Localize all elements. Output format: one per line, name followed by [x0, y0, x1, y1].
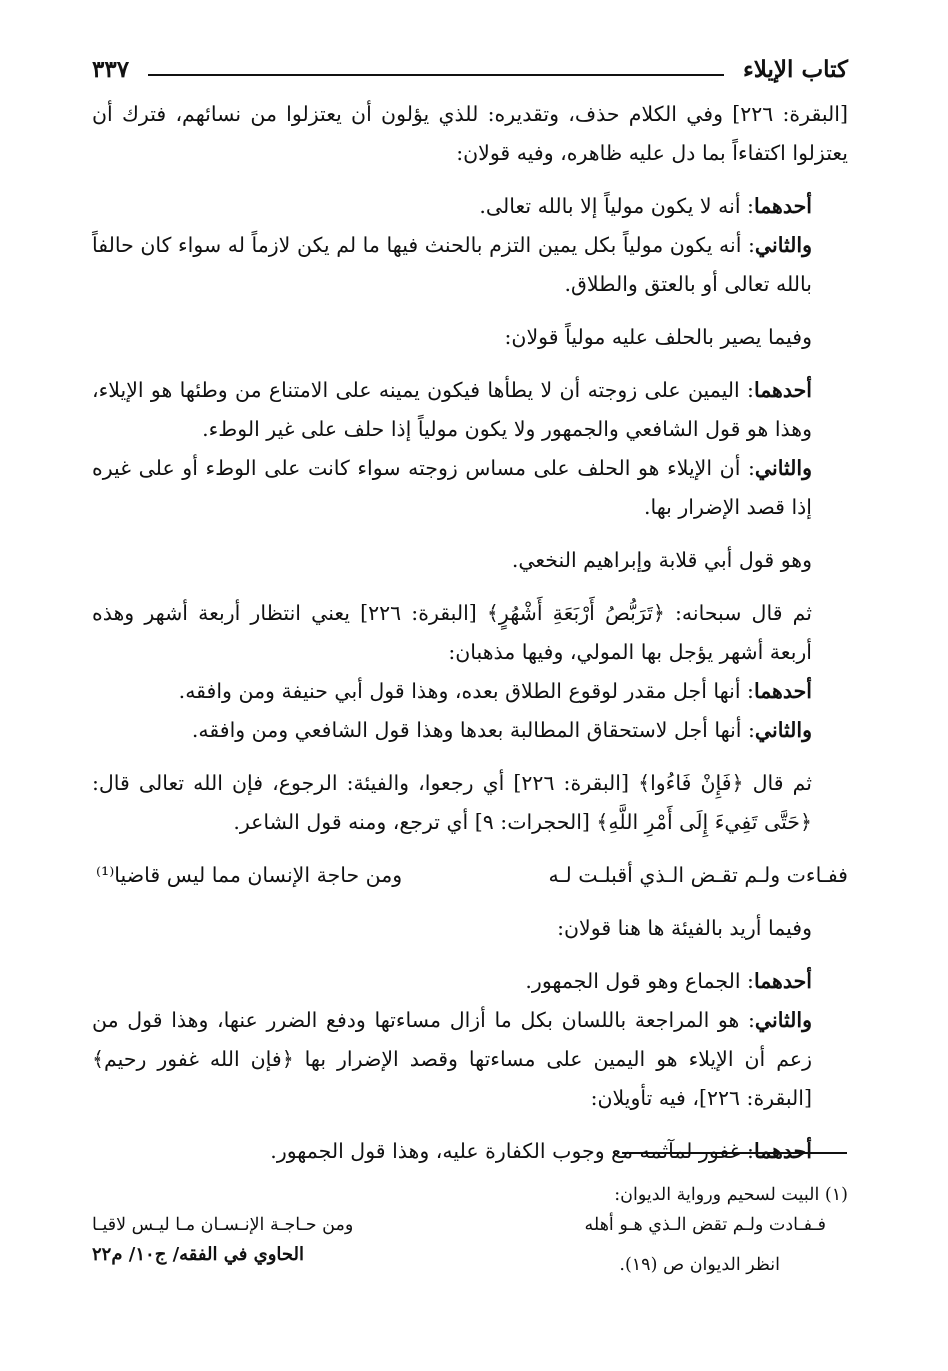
paragraph-label: أحدهما [753, 194, 812, 218]
paragraph [92, 764, 848, 842]
paragraph-text: [البقرة: ٢٢٦] وفي الكلام حذف، وتقديره: للذي يؤلون أن يعتزلوا من نسائهم، فترك أن يعتزلوا اكتفاءاً بما دل عليه ظاهره، وفيه قولان: [92, 102, 848, 165]
paragraph-label: أحدهما [753, 969, 812, 993]
paragraph-text: : أن الإيلاء هو الحلف على مساس زوجته سواء كانت على الوطء أو على غيره إذا قصد الإضرار بها. [92, 456, 812, 519]
paragraph [92, 541, 848, 580]
footnote-bottom [92, 1246, 848, 1286]
footnote-rule [622, 1152, 847, 1154]
paragraph-text: : اليمين على زوجته أن لا يطأها فيكون يمينه على الامتناع من وطئها هو الإيلاء، وهذا هو قول الشافعي والجمهور ولا يكون مولياً إذا حلف على غير الوطء. [92, 378, 812, 441]
paragraph-text: وفيما يصير بالحلف عليه مولياً قولان: [504, 325, 812, 349]
verse-line [92, 856, 848, 895]
paragraph-label: أحدهما [753, 679, 812, 703]
main-text [92, 95, 848, 1171]
verse-second-hemistich: ومن حاجة الإنسان مما ليس قاضيا⁽¹⁾ [96, 863, 403, 887]
page-number: ٣٣٧ [92, 56, 130, 83]
chapter-title: كتاب الإيلاء [742, 56, 848, 83]
paragraph [92, 449, 848, 527]
paragraph [92, 594, 848, 672]
paragraph-text: : هو المراجعة باللسان بكل ما أزال مساءتها ودفع الضرر عنها، وهذا قول من زعم أن الإيلاء هو اليمين على مساءتها وقصد الإضرار بها ﴿فإن الله غفور رحيم﴾ [البقرة: ٢٢٦]، فيه تأويلان: [92, 1008, 812, 1110]
paragraph-text: ثم قال ﴿فَإِنْ فَاءُوا﴾ [البقرة: ٢٢٦] أي رجعوا، والفيئة: الرجوع، فإن الله تعالى قال: ﴿حَتَّى تَفِيءَ إِلَى أَمْرِ اللَّهِ﴾ [الحجرات: ٩] أي ترجع، ومنه قول الشاعر. [92, 771, 813, 834]
verse-first-hemistich: ففـاءت ولـم تقـض الـذي أقبلـت لـه [548, 863, 848, 887]
running-header [92, 52, 848, 92]
paragraph-label: أحدهما [753, 1139, 812, 1163]
footnotes [92, 1180, 848, 1286]
header-rule [148, 74, 724, 76]
paragraph [92, 962, 848, 1001]
footnote-reference: انظر الديوان ص (١٩). [619, 1255, 780, 1275]
paragraph [92, 371, 848, 449]
paragraph-text: : غفور لمآثمه مع وجوب الكفارة عليه، وهذا قول الجمهور. [270, 1139, 754, 1163]
paragraph [92, 226, 848, 304]
paragraph [92, 318, 848, 357]
paragraph [92, 95, 848, 173]
paragraph [92, 909, 848, 948]
paragraph-text: وفيما أريد بالفيئة ها هنا قولان: [557, 916, 812, 940]
paragraph-label: والثاني [754, 718, 812, 742]
paragraph-text: : أنه لا يكون مولياً إلا بالله تعالى. [479, 194, 754, 218]
paragraph-label: أحدهما [753, 378, 812, 402]
paragraph [92, 672, 848, 711]
paragraph-text: وهو قول أبي قلابة وإبراهيم النخعي. [511, 548, 812, 572]
print-signature: الحاوي في الفقه/ ج١٠/ م٢٢ [92, 1244, 305, 1265]
footnote-verse [92, 1210, 848, 1240]
footnote-line: (١) البيت لسحيم ورواية الديوان: [614, 1185, 848, 1205]
footnote-verse-second-hemistich: ومن حـاجـة الإنـسـان مـا ليـس لاقيـا [92, 1215, 354, 1235]
paragraph-text: : أنها أجل مقدر لوقوع الطلاق بعده، وهذا قول أبي حنيفة ومن وافقه. [178, 679, 754, 703]
paragraph [92, 711, 848, 750]
paragraph-text: ثم قال سبحانه: ﴿تَرَبُّصُ أَرْبَعَةِ أَشْهُرٍ﴾ [البقرة: ٢٢٦] يعني انتظار أربعة أشهر وهذه أربعة أشهر يؤجل بها المولي، وفيها مذهبان: [92, 601, 812, 664]
paragraph-text: : الجماع وهو قول الجمهور. [525, 969, 754, 993]
paragraph-text: : أنها أجل لاستحقاق المطالبة بعدها وهذا قول الشافعي ومن وافقه. [191, 718, 755, 742]
paragraph-label: والثاني [754, 1008, 812, 1032]
paragraph-label: والثاني [754, 233, 812, 257]
paragraph [92, 1001, 848, 1118]
paragraph-label: والثاني [754, 456, 812, 480]
paragraph [92, 187, 848, 226]
paragraph-text: : أنه يكون مولياً بكل يمين التزم بالحنث فيها ما لم يكن لازماً له سواء كان حالفاً بالله تعالى أو بالعتق والطلاق. [92, 233, 812, 296]
footnote-verse-first-hemistich: فـفـادت ولـم تقض الـذي هـو أهله [584, 1215, 826, 1235]
